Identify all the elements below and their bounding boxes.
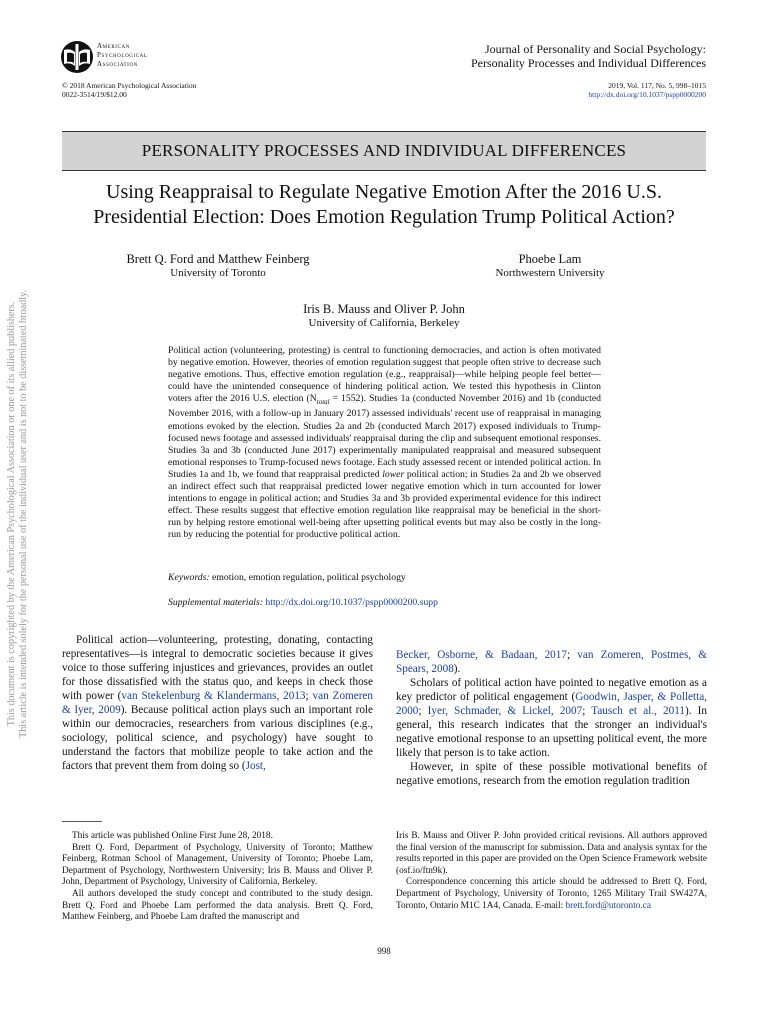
- body-text: ;: [418, 705, 428, 718]
- copyright-block: [62, 81, 196, 99]
- journal-name: [471, 42, 706, 70]
- journal-line-1: Journal of Personality and Social Psychology:: [485, 42, 706, 56]
- footnote-text: Correspondence concerning this article should be addressed to Brett Q. Ford, Department of Psychology, University of Toronto, 1265 Military Trail SW427A, Toronto, Ontario M1C 1A4, Canada. E-mail:: [396, 877, 707, 911]
- author-names: Phoebe Lam: [518, 252, 582, 266]
- body-paragraph: However, in spite of these possible motivational benefits of negative emotions, research from the emotion regulation tradition: [396, 761, 707, 788]
- citation-text: 2019, Vol. 117, No. 5, 998–1015: [608, 81, 706, 90]
- body-text: ).: [453, 663, 461, 676]
- body-column-left: [62, 633, 373, 773]
- publisher-name: [97, 42, 148, 69]
- citation-link[interactable]: van Stekelenburg & Klandermans, 2013: [121, 690, 306, 703]
- supplemental-materials: [168, 597, 601, 608]
- copyright-text: © 2018 American Psychological Association: [62, 81, 197, 90]
- body-paragraph: [396, 676, 707, 760]
- footnote: All authors developed the study concept and contributed to the study design. Brett Q. Ford and Phoebe Lam performed the data analysis. Brett Q. Ford, Matthew Feinberg, and Phoebe Lam drafted the manuscript and: [62, 888, 373, 923]
- footnotes-left: [62, 831, 373, 924]
- copyright-notice-sideways: [6, 114, 30, 914]
- title-line-1: Using Reappraisal to Regulate Negative Emotion After the 2016 U.S.: [106, 181, 662, 203]
- footnote: Brett Q. Ford, Department of Psychology, University of Toronto; Matthew Feinberg, Rotman School of Management, University of Toronto; Phoebe Lam, Department of Psychology, Northwestern University; Iris B. Mauss and Oliver P. John, Department of Psychology, University of California, Berkeley.: [62, 842, 373, 888]
- body-text: ). In general, this research indicates that the stronger an individual's negative emotional response to an upsetting political event, the more likely that person is to take action.: [396, 705, 708, 760]
- sideways-notice-line-1: This document is copyrighted by the American Psychological Association or one of its allied publishers.: [6, 301, 17, 727]
- apa-logo-icon: [60, 40, 94, 74]
- author-affiliation: University of California, Berkeley: [308, 317, 460, 329]
- author-names: Iris B. Mauss and Oliver P. John: [303, 302, 465, 316]
- supplemental-link[interactable]: http://dx.doi.org/10.1037/pspp0000200.supp: [265, 597, 438, 608]
- body-text: ;: [305, 690, 313, 703]
- publisher-line-2: Psychological: [97, 51, 148, 59]
- author-group-2: [470, 252, 630, 280]
- section-banner: PERSONALITY PROCESSES AND INDIVIDUAL DIFFERENCES: [62, 131, 706, 171]
- journal-line-2: Personality Processes and Individual Differences: [470, 56, 706, 70]
- citation-link[interactable]: van Zomeren, Postmes, & Spears, 2008: [396, 649, 707, 676]
- citation-link[interactable]: van Zomeren & Iyer, 2009: [62, 690, 373, 717]
- publisher-line-3: Association: [97, 60, 138, 68]
- email-link[interactable]: brett.ford@utoronto.ca: [565, 900, 652, 911]
- footnote: This article was published Online First June 28, 2018.: [72, 831, 273, 841]
- author-affiliation: Northwestern University: [495, 267, 605, 279]
- body-paragraph: [396, 648, 707, 676]
- title-line-2: Presidential Election: Does Emotion Regulation Trump Political Action?: [93, 206, 675, 228]
- body-paragraph: [62, 633, 373, 773]
- doi-link[interactable]: http://dx.doi.org/10.1037/pspp0000200: [588, 90, 706, 99]
- body-text: ;: [582, 705, 592, 718]
- body-text: Scholars of political action have pointed to negative emotion as a key predictor of political engagement (: [396, 677, 707, 704]
- author-group-1: [98, 252, 338, 280]
- footnote: [396, 877, 707, 912]
- abstract: [168, 345, 601, 541]
- abstract-text: Political action (volunteering, protesting) is central to functioning democracies, and action is often motivated by negative emotion. However, theories of emotion regulation suggest that people often strive to decrease such negative emotions. Thus, effective emotion regulation (e.g., reappraisal)—while helping people feel better—could have the unintended consequence of hindering political action. We tested this hypothesis in Clinton voters after the 2016 U.S. election (N: [168, 345, 601, 405]
- keywords-label: Keywords:: [168, 572, 210, 583]
- keywords-text: emotion, emotion regulation, political psychology: [209, 572, 406, 583]
- body-text: ). Because political action plays such an important role within our democracies, researchers from various disciplines (e.g., sociology, political science, and psychology) have sought to understand the factors that mobilize people to take action and the factors that prevent them from doing so (: [62, 704, 373, 773]
- abstract-emphasis: lower: [382, 468, 405, 480]
- body-text: ;: [566, 649, 578, 661]
- footnote: Iris B. Mauss and Oliver P. John provided critical revisions. All authors approved the final version of the manuscript for submission. Data and analysis syntax for the results reported in this paper are provided on the Open Science Framework website (osf.io/ftn9k).: [396, 831, 707, 876]
- body-text: Political action—volunteering, protesting, donating, contacting representatives—is integral to democratic societies because it gives voice to those suffering injustices and grievances, provides an outlet for those dissatisfied with the status quo, and keeps in check those with power (: [62, 634, 373, 703]
- author-affiliation: University of Toronto: [170, 267, 266, 279]
- abstract-text: = 1552). Studies 1a (conducted November 2016) and 1b (conducted November 2016, with a follow-up in January 2017) assessed individuals' recent use of reappraisal in managing emotions evoked by the election. Studies 2a and 2b (conducted March 2017) exposed individuals to Trump-focused news footage and assessed individuals' reappraisal during the clip and subsequent emotional responses. Studies 3a and 3b (conducted June 2017) experimentally manipulated reappraisal and measured subsequent emotional responses to Trump-focused news footage. Each study assessed recent or intended political action. In Studies 1a and 1b, we found that reappraisal predicted: [168, 393, 601, 480]
- article-title: [62, 180, 706, 230]
- author-names: Brett Q. Ford and Matthew Feinberg: [126, 252, 310, 266]
- abstract-subscript: total: [316, 398, 330, 407]
- citation-block: [588, 81, 706, 99]
- citation-link[interactable]: Tausch et al., 2011: [591, 705, 685, 718]
- body-column-right: [396, 648, 707, 788]
- supplemental-label: Supplemental materials:: [168, 597, 263, 608]
- publisher-line-1: American: [97, 42, 130, 50]
- sideways-notice-line-2: This article is intended solely for the personal use of the individual user and is not to be disseminated broadly.: [18, 289, 29, 739]
- page-number: 998: [377, 946, 391, 956]
- abstract-text: political action; in Studies 2a and 2b we observed an indirect effect such that reappraisal predicted lower negative emotion which in turn accounted for lower intentions to engage in political action; and Studies 3a and 3b provided experimental evidence for this indirect effect. These results suggest that effective emotion regulation like reappraisal may be beneficial in the short-run by helping restore emotional well-being after upsetting political events but may also be costly in the long-run by reducing the potential for productive political action.: [168, 468, 601, 541]
- citation-link[interactable]: Jost,: [245, 760, 266, 773]
- footnote-rule: [62, 821, 102, 822]
- citation-link[interactable]: Goodwin, Jasper, & Polletta, 2000: [396, 691, 707, 718]
- issn-text: 0022-3514/19/$12.00: [62, 90, 127, 99]
- citation-link[interactable]: Becker, Osborne, & Badaan, 2017: [396, 649, 567, 661]
- keywords: [168, 572, 601, 583]
- citation-link[interactable]: Iyer, Schmader, & Lickel, 2007: [427, 705, 583, 718]
- author-group-3: [230, 302, 538, 330]
- footnotes-right: [396, 831, 707, 912]
